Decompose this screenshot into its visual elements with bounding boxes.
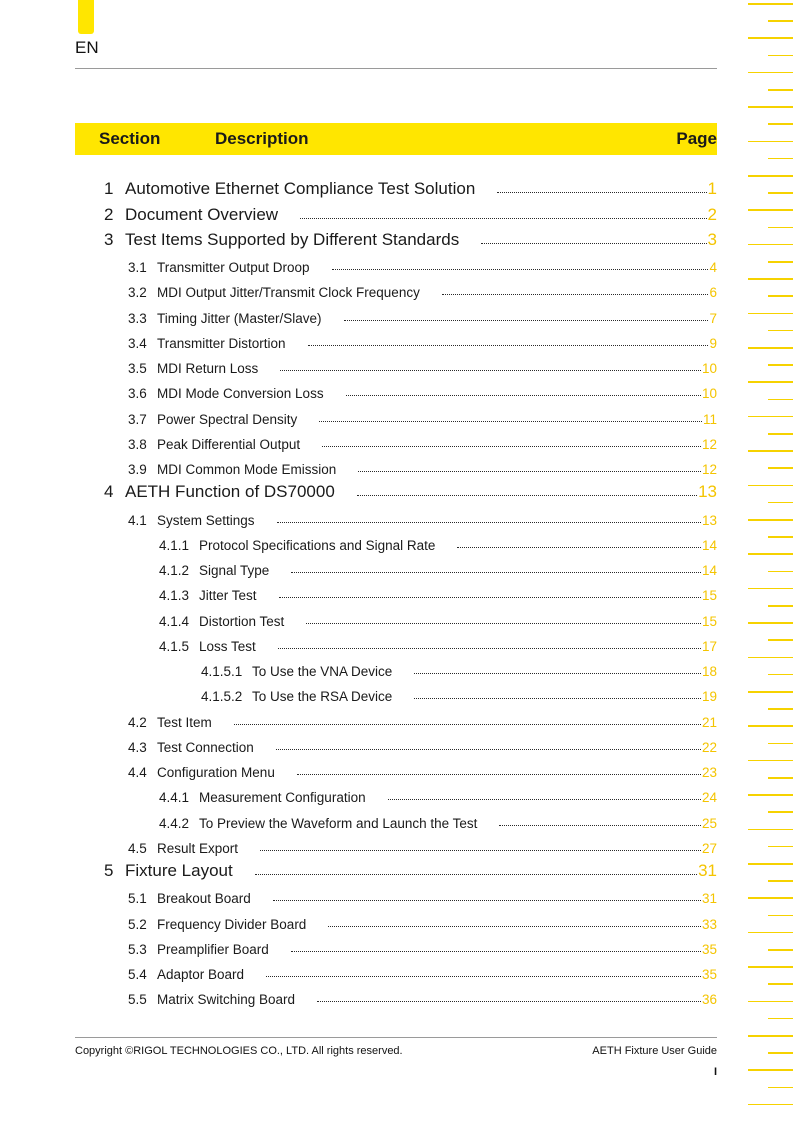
toc-entry[interactable]: [75, 982, 717, 1007]
toc-entry-title: AETH Function of DS70000: [125, 482, 335, 502]
toc-entry[interactable]: [75, 881, 717, 906]
edge-tick: [748, 209, 793, 211]
edge-tick: [748, 932, 793, 934]
toc-entry[interactable]: [75, 932, 717, 957]
footer-guide-title: AETH Fixture User Guide: [592, 1045, 717, 1057]
edge-tick: [768, 605, 793, 607]
toc-entry-title: MDI Common Mode Emission: [157, 462, 337, 478]
toc-entry-page: 19: [701, 689, 717, 705]
toc-header-section: Section: [99, 129, 161, 148]
toc-entry-number: 5.1: [128, 891, 147, 907]
edge-tick: [748, 141, 793, 143]
edge-tick: [768, 1018, 793, 1020]
toc-entry-number: 4.1: [128, 512, 147, 528]
edge-tick: [768, 55, 793, 57]
edge-tick: [768, 846, 793, 848]
toc-entry[interactable]: [75, 780, 717, 805]
toc-entry-page: 27: [701, 840, 717, 856]
edge-tick: [768, 536, 793, 538]
edge-tick: [768, 983, 793, 985]
edge-tick: [748, 863, 793, 865]
toc-entry[interactable]: [75, 452, 717, 477]
toc-entry-title: MDI Return Loss: [157, 361, 259, 377]
toc-entry-number: 3.6: [128, 386, 147, 402]
edge-tick: [748, 588, 793, 590]
toc-entry-number: 4.4.1: [159, 790, 190, 806]
edge-tick: [748, 519, 793, 521]
toc-entry[interactable]: [75, 528, 717, 553]
toc-entry-title: Fixture Layout: [125, 861, 233, 881]
page-number: I: [713, 1066, 717, 1078]
edge-tick: [748, 760, 793, 762]
toc-entry-number: 3.2: [128, 285, 147, 301]
toc-entry-page: 21: [701, 714, 717, 730]
toc-entry-number: 5.3: [128, 941, 147, 957]
toc-entry-number: 4.1.4: [159, 613, 190, 629]
toc-entry-number: 4.1.1: [159, 537, 190, 553]
toc-entry-leader: [442, 294, 709, 295]
toc-entry[interactable]: [75, 679, 717, 704]
toc-entry[interactable]: [75, 629, 717, 654]
edge-tick: [768, 502, 793, 504]
toc-entry-leader: [346, 395, 701, 396]
toc-entry-title: Measurement Configuration: [199, 790, 366, 806]
toc-entry-title: Document Overview: [125, 204, 279, 224]
edge-tick: [768, 123, 793, 125]
toc-entry-leader: [317, 1001, 701, 1002]
toc-entry-page: 25: [701, 815, 717, 831]
edge-tick: [768, 364, 793, 366]
toc-entry-title: System Settings: [157, 512, 255, 528]
toc-entry-number: 4.1.5: [159, 638, 190, 654]
toc-entry-page: 10: [701, 386, 717, 402]
toc-entry-number: 4.1.2: [159, 563, 190, 579]
toc-entry-title: To Preview the Waveform and Launch the Test: [199, 815, 478, 831]
edge-tick: [748, 381, 793, 383]
toc-entry-leader: [499, 825, 701, 826]
toc-entry-page: 35: [701, 967, 717, 983]
edge-tick: [768, 880, 793, 882]
toc-entry[interactable]: [75, 300, 717, 325]
toc-entry-page: 12: [701, 462, 717, 478]
toc-entry-page: 9: [709, 335, 717, 351]
edge-tick: [768, 949, 793, 951]
toc-entry-leader: [414, 673, 701, 674]
edge-tick: [748, 485, 793, 487]
toc-entry-leader: [322, 446, 701, 447]
toc-entry[interactable]: [75, 250, 717, 275]
toc-entry-title: Timing Jitter (Master/Slave): [157, 310, 322, 326]
toc-entry-page: 31: [701, 891, 717, 907]
toc-entry-page: 4: [709, 260, 717, 276]
toc-entry-leader: [291, 951, 701, 952]
toc-entry[interactable]: [75, 578, 717, 603]
toc-entry-leader: [388, 799, 701, 800]
toc-entry-leader: [481, 243, 706, 244]
toc-entry-number: 4.1.5.1: [201, 664, 243, 680]
toc-entry-title: Adaptor Board: [157, 967, 245, 983]
toc-entry-page: 14: [701, 537, 717, 553]
toc-entry-leader: [344, 320, 709, 321]
toc-entry-page: 23: [701, 765, 717, 781]
edge-tick: [748, 37, 793, 39]
edge-tick: [748, 1001, 793, 1003]
toc-entry-number: 3.7: [128, 411, 147, 427]
toc-entry-leader: [260, 850, 701, 851]
toc-entry-page: 13: [701, 512, 717, 528]
toc-entry-number: 3.8: [128, 436, 147, 452]
edge-tick: [768, 261, 793, 263]
toc-entry[interactable]: [75, 755, 717, 780]
toc-entry[interactable]: [75, 351, 717, 376]
toc-entry-title: Breakout Board: [157, 891, 251, 907]
toc-entry-page: 10: [701, 361, 717, 377]
toc-entry[interactable]: [75, 704, 717, 729]
edge-tick: [768, 1087, 793, 1089]
toc-entry-leader: [291, 572, 701, 573]
toc-entry-page: 17: [701, 638, 717, 654]
edge-tick: [748, 313, 793, 315]
toc-entry-leader: [277, 522, 701, 523]
toc-entry-number: 5.2: [128, 916, 147, 932]
edge-tick: [768, 639, 793, 641]
toc-entry-leader: [276, 749, 701, 750]
edge-tick: [768, 811, 793, 813]
toc-entry-leader: [328, 926, 701, 927]
toc-entry-title: Test Item: [157, 714, 212, 730]
toc-entry-number: 1: [104, 179, 114, 199]
toc-entry-page: 13: [698, 482, 717, 502]
toc-entry-page: 22: [701, 739, 717, 755]
toc-entry-number: 3.9: [128, 462, 147, 478]
toc-entry-leader: [358, 471, 701, 472]
toc-entry-title: Distortion Test: [199, 613, 285, 629]
edge-tick: [768, 399, 793, 401]
toc-entry-leader: [319, 421, 702, 422]
toc-entry-page: 1: [707, 179, 717, 199]
side-edge-ticks: [748, 0, 793, 1122]
toc-entry[interactable]: [75, 856, 717, 881]
toc-entry-leader: [332, 269, 709, 270]
edge-tick: [768, 1052, 793, 1054]
toc-entry-page: 15: [701, 613, 717, 629]
footer-copyright: Copyright ©RIGOL TECHNOLOGIES CO., LTD. All rights reserved.: [75, 1045, 403, 1057]
toc-entry[interactable]: [75, 427, 717, 452]
toc-entry-leader: [300, 218, 706, 219]
toc-entry-title: Matrix Switching Board: [157, 992, 296, 1008]
edge-tick: [748, 622, 793, 624]
toc-entry[interactable]: [75, 376, 717, 401]
toc-entry-leader: [457, 547, 701, 548]
toc-entry-page: 31: [698, 861, 717, 881]
toc-header-page: Page: [676, 129, 717, 148]
toc-entry-number: 4.2: [128, 714, 147, 730]
edge-tick: [748, 1035, 793, 1037]
toc-entry-number: 4.1.5.2: [201, 689, 243, 705]
toc-entry-number: 4.5: [128, 840, 147, 856]
toc-entry-page: 33: [701, 916, 717, 932]
edge-tick: [768, 571, 793, 573]
toc-entry-title: MDI Mode Conversion Loss: [157, 386, 324, 402]
toc-header-bar: [75, 123, 717, 155]
yellow-tab-marker: [78, 0, 94, 34]
toc-entry[interactable]: [75, 831, 717, 856]
edge-tick: [768, 467, 793, 469]
edge-tick: [748, 725, 793, 727]
toc-entry-number: 4.4: [128, 765, 147, 781]
toc-entry-number: 3: [104, 229, 114, 249]
edge-tick: [748, 1104, 793, 1106]
toc-entry-title: Signal Type: [199, 563, 270, 579]
toc-entry-leader: [308, 345, 709, 346]
edge-tick: [748, 450, 793, 452]
toc-entry-page: 11: [702, 411, 717, 427]
toc-entry-number: 2: [104, 204, 114, 224]
toc-entry-number: 4.1.3: [159, 588, 190, 604]
edge-tick: [768, 708, 793, 710]
toc-entry[interactable]: [75, 730, 717, 755]
toc-entry-number: 3.3: [128, 310, 147, 326]
toc-entry[interactable]: [75, 174, 717, 199]
toc-entry-title: Transmitter Output Droop: [157, 260, 310, 276]
footer-divider: [75, 1037, 717, 1038]
toc-entry-title: Test Items Supported by Different Standards: [125, 229, 460, 249]
edge-tick: [748, 794, 793, 796]
edge-tick: [748, 553, 793, 555]
toc-entry-number: 5.5: [128, 992, 147, 1008]
toc-entry-leader: [273, 900, 701, 901]
toc-entry-title: Transmitter Distortion: [157, 335, 286, 351]
toc-entry-title: To Use the RSA Device: [252, 689, 393, 705]
edge-tick: [748, 3, 793, 5]
edge-tick: [748, 347, 793, 349]
toc-entry-number: 3.4: [128, 335, 147, 351]
toc-entry-number: 5: [104, 861, 114, 881]
edge-tick: [748, 966, 793, 968]
toc-entry-title: Automotive Ethernet Compliance Test Solution: [125, 179, 476, 199]
toc-entry[interactable]: [75, 275, 717, 300]
toc-entry-leader: [497, 192, 706, 193]
toc-entry-number: 4: [104, 482, 114, 502]
toc-entry-title: Test Connection: [157, 739, 254, 755]
toc-entry-leader: [278, 648, 701, 649]
toc-entry-page: 12: [701, 436, 717, 452]
toc-entry[interactable]: [75, 326, 717, 351]
toc-entry[interactable]: [75, 401, 717, 426]
edge-tick: [768, 192, 793, 194]
edge-tick: [748, 175, 793, 177]
toc-entry-title: Loss Test: [199, 638, 256, 654]
toc-entry-page: 15: [701, 588, 717, 604]
toc-entry-leader: [266, 976, 701, 977]
toc-entry-number: 3.1: [128, 260, 147, 276]
edge-tick: [748, 106, 793, 108]
edge-tick: [748, 657, 793, 659]
table-of-contents: [75, 174, 717, 1007]
edge-tick: [748, 244, 793, 246]
toc-entry-page: 14: [701, 563, 717, 579]
toc-entry-leader: [414, 698, 701, 699]
toc-entry[interactable]: [75, 957, 717, 982]
edge-tick: [768, 330, 793, 332]
edge-tick: [768, 915, 793, 917]
toc-entry[interactable]: [75, 603, 717, 628]
toc-entry-page: 18: [701, 664, 717, 680]
edge-tick: [768, 433, 793, 435]
edge-tick: [748, 897, 793, 899]
toc-entry-leader: [280, 370, 701, 371]
header-divider: [75, 68, 717, 69]
toc-entry-title: Jitter Test: [199, 588, 257, 604]
edge-tick: [748, 691, 793, 693]
edge-tick: [748, 829, 793, 831]
toc-entry-title: Power Spectral Density: [157, 411, 298, 427]
toc-entry-leader: [279, 597, 701, 598]
toc-entry-title: Preamplifier Board: [157, 941, 269, 957]
toc-entry-leader: [234, 724, 701, 725]
toc-header-description: Description: [215, 129, 309, 148]
edge-tick: [768, 777, 793, 779]
toc-entry-title: Configuration Menu: [157, 765, 275, 781]
toc-entry-page: 2: [707, 204, 717, 224]
toc-entry-page: 3: [707, 229, 717, 249]
edge-tick: [768, 227, 793, 229]
toc-entry-leader: [306, 623, 701, 624]
edge-tick: [768, 20, 793, 22]
edge-tick: [748, 416, 793, 418]
toc-entry-page: 7: [709, 310, 717, 326]
toc-entry[interactable]: [75, 553, 717, 578]
toc-entry[interactable]: [75, 225, 717, 250]
toc-entry-title: MDI Output Jitter/Transmit Clock Frequency: [157, 285, 420, 301]
edge-tick: [768, 295, 793, 297]
toc-entry-leader: [255, 874, 697, 875]
toc-entry[interactable]: [75, 906, 717, 931]
edge-tick: [748, 72, 793, 74]
edge-tick: [748, 1069, 793, 1071]
toc-entry[interactable]: [75, 502, 717, 527]
edge-tick: [768, 89, 793, 91]
toc-entry-page: 36: [701, 992, 717, 1008]
toc-entry[interactable]: [75, 654, 717, 679]
edge-tick: [768, 674, 793, 676]
toc-entry-number: 4.3: [128, 739, 147, 755]
edge-tick: [768, 743, 793, 745]
toc-entry[interactable]: [75, 805, 717, 830]
toc-entry[interactable]: [75, 199, 717, 224]
toc-entry-page: 6: [709, 285, 717, 301]
toc-entry-number: 3.5: [128, 361, 147, 377]
edge-tick: [768, 158, 793, 160]
toc-entry-title: Frequency Divider Board: [157, 916, 307, 932]
toc-entry-title: Result Export: [157, 840, 239, 856]
toc-entry-leader: [297, 774, 701, 775]
toc-entry-number: 4.4.2: [159, 815, 190, 831]
toc-entry-leader: [357, 495, 697, 496]
toc-entry-number: 5.4: [128, 967, 147, 983]
toc-entry-title: To Use the VNA Device: [252, 664, 393, 680]
toc-entry-title: Protocol Specifications and Signal Rate: [199, 537, 436, 553]
language-label: EN: [75, 38, 99, 57]
toc-entry-title: Peak Differential Output: [157, 436, 301, 452]
toc-entry-page: 24: [701, 790, 717, 806]
toc-entry[interactable]: [75, 477, 717, 502]
edge-tick: [748, 278, 793, 280]
toc-entry-page: 35: [701, 941, 717, 957]
